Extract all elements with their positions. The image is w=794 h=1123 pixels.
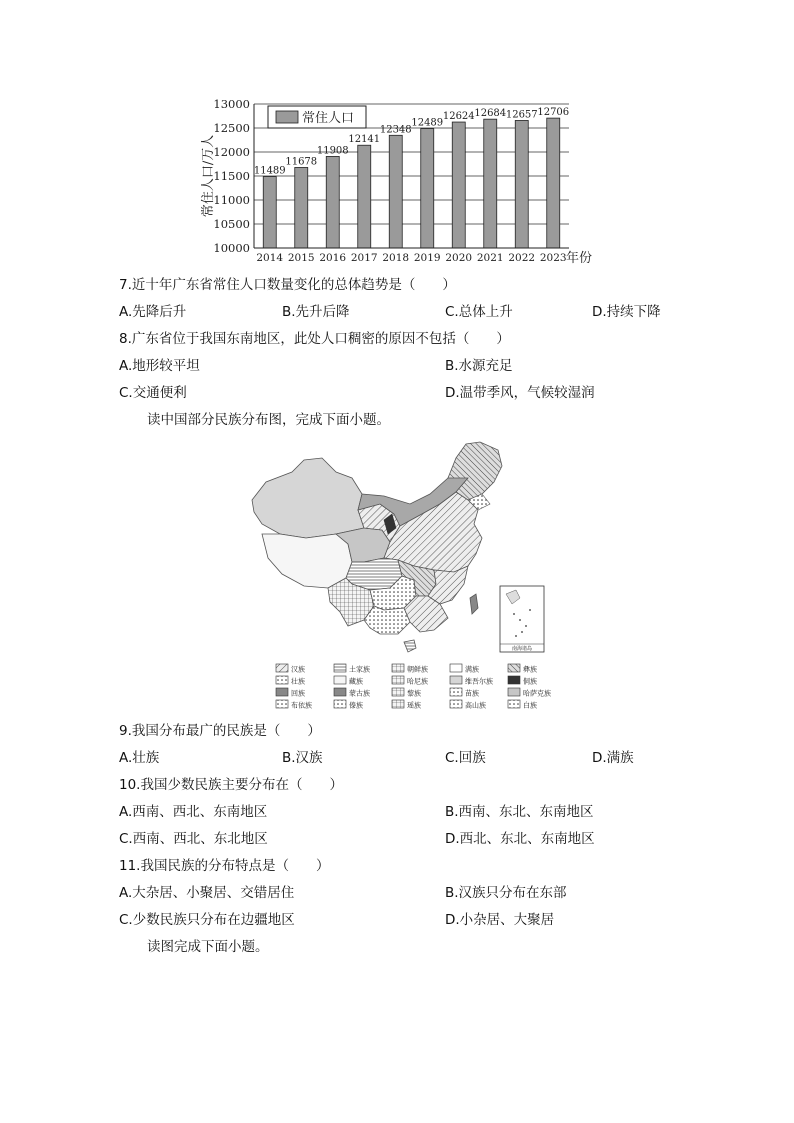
q9-option-b[interactable]: B.汉族: [282, 750, 323, 766]
inset-frame: [500, 586, 544, 652]
map-svg: [244, 438, 556, 718]
x-tick-label: 2022: [508, 252, 536, 264]
x-axis-label: 年份: [566, 251, 593, 266]
map-intro-text: 读中国部分民族分布图，完成下面小题。: [147, 412, 390, 428]
legend-label: 常住人口: [302, 111, 355, 126]
legend-swatch: [334, 700, 346, 708]
q7-stem: 7.近十年广东省常住人口数量变化的总体趋势是（ ）: [119, 277, 456, 293]
bar-value-label: 12706: [537, 107, 570, 119]
region-xinjiang: [252, 458, 364, 538]
q10-option-c[interactable]: C.西南、西北、东北地区: [119, 831, 268, 847]
map-legend: [276, 664, 551, 710]
q11-option-a[interactable]: A.大杂居、小聚居、交错居住: [119, 885, 295, 901]
bar-value-label: 12624: [442, 111, 475, 123]
bar: [484, 119, 497, 248]
region-taiwan: [470, 594, 478, 614]
legend-label: 白族: [523, 701, 537, 710]
legend-swatch: [276, 688, 288, 696]
q10-stem: 10.我国少数民族主要分布在（ ）: [119, 777, 343, 793]
legend-swatch: [334, 664, 346, 672]
x-tick-label: 2023: [539, 252, 567, 264]
x-tick-label: 2015: [287, 252, 315, 264]
region-tibet: [262, 534, 352, 588]
region-northeast: [448, 442, 502, 500]
bar-value-label: 12489: [411, 117, 444, 129]
legend-label: 高山族: [465, 701, 486, 710]
legend-label: 壮族: [291, 677, 305, 686]
south-china-sea-inset: [500, 586, 544, 652]
q7-option-b[interactable]: B.先升后降: [282, 304, 350, 320]
y-tick-label: 12000: [213, 145, 250, 159]
q8-option-b[interactable]: B.水源充足: [445, 358, 513, 374]
legend-label: 彝族: [523, 665, 537, 674]
legend-label: 苗族: [465, 689, 479, 698]
legend-label: 傣族: [349, 701, 363, 710]
legend-label: 哈尼族: [407, 677, 428, 686]
bar-value-label: 11908: [316, 145, 349, 157]
x-tick-label: 2017: [350, 252, 378, 264]
legend-swatch: [508, 700, 520, 708]
bar: [547, 118, 560, 248]
q11-option-c[interactable]: C.少数民族只分布在边疆地区: [119, 912, 295, 928]
legend-label: 维吾尔族: [465, 677, 493, 686]
legend-swatch: [276, 111, 298, 123]
legend-label: 土家族: [349, 665, 370, 674]
q8-stem: 8.广东省位于我国东南地区，此处人口稠密的原因不包括（ ）: [119, 331, 510, 347]
legend-label: 藏族: [349, 677, 363, 686]
y-tick-label: 10000: [213, 241, 250, 255]
q11-stem: 11.我国民族的分布特点是（ ）: [119, 858, 330, 874]
q9-stem: 9.我国分布最广的民族是（ ）: [119, 723, 321, 739]
x-tick-label: 2019: [413, 252, 441, 264]
legend-label: 哈萨克族: [523, 689, 551, 698]
legend-label: 侗族: [523, 677, 537, 686]
q11-option-b[interactable]: B.汉族只分布在东部: [445, 885, 567, 901]
legend-swatch: [450, 688, 462, 696]
q9-option-a[interactable]: A.壮族: [119, 750, 160, 766]
bar-value-label: 12141: [348, 134, 381, 146]
x-tick-label: 2021: [476, 252, 504, 264]
next-intro-text: 读图完成下面小题。: [147, 939, 269, 955]
q7-option-d[interactable]: D.持续下降: [592, 304, 661, 320]
y-axis-label: 常住人口/万人: [201, 134, 216, 218]
bar-value-label: 12684: [474, 108, 507, 120]
legend-swatch: [508, 688, 520, 696]
legend-swatch: [392, 676, 404, 684]
bar: [295, 167, 308, 248]
bar: [358, 145, 371, 248]
legend-label: 回族: [291, 689, 305, 698]
bar: [452, 122, 465, 248]
bar-value-label: 12348: [379, 124, 412, 136]
q10-option-a[interactable]: A.西南、西北、东南地区: [119, 804, 268, 820]
inset-label: 南海诸岛: [511, 646, 533, 652]
q11-option-d[interactable]: D.小杂居、大聚居: [445, 912, 555, 928]
legend-swatch: [334, 688, 346, 696]
bar: [263, 177, 276, 248]
legend-swatch: [508, 676, 520, 684]
population-bar-chart: [196, 92, 596, 272]
legend-label: 蒙古族: [349, 689, 370, 698]
q9-option-d[interactable]: D.满族: [592, 750, 634, 766]
q8-option-c[interactable]: C.交通便利: [119, 385, 187, 401]
chart-svg: [196, 92, 596, 272]
chart-legend: [268, 106, 366, 128]
bar: [389, 135, 402, 248]
q7-option-c[interactable]: C.总体上升: [445, 304, 513, 320]
y-tick-label: 10500: [213, 217, 250, 231]
y-tick-label: 13000: [213, 97, 250, 111]
region-hainan: [404, 640, 416, 652]
legend-swatch: [392, 664, 404, 672]
bar: [326, 156, 339, 248]
legend-label: 满族: [465, 665, 479, 674]
legend-label: 朝鲜族: [407, 665, 428, 674]
legend-swatch: [276, 664, 288, 672]
legend-swatch: [276, 700, 288, 708]
legend-label: 汉族: [291, 665, 305, 674]
x-tick-label: 2020: [445, 252, 473, 264]
x-tick-label: 2016: [319, 252, 347, 264]
q10-option-d[interactable]: D.西北、东北、东南地区: [445, 831, 595, 847]
bar-value-label: 12657: [505, 109, 538, 121]
legend-swatch: [450, 664, 462, 672]
legend-swatch: [334, 676, 346, 684]
legend-swatch: [392, 700, 404, 708]
ethnic-distribution-map: [244, 438, 556, 718]
y-tick-label: 11500: [213, 169, 250, 183]
q8-option-d[interactable]: D.温带季风，气候较湿润: [445, 385, 595, 401]
legend-swatch: [276, 676, 288, 684]
y-tick-label: 12500: [213, 121, 250, 135]
legend-swatch: [392, 688, 404, 696]
bar: [421, 129, 434, 248]
legend-label: 黎族: [407, 689, 421, 698]
legend-swatch: [450, 676, 462, 684]
x-tick-label: 2014: [256, 252, 284, 264]
region-guangxi: [364, 606, 410, 634]
legend-swatch: [450, 700, 462, 708]
bar-value-label: 11678: [285, 156, 318, 168]
q8-option-a[interactable]: A.地形较平坦: [119, 358, 200, 374]
legend-label: 瑶族: [407, 701, 421, 710]
legend-swatch: [508, 664, 520, 672]
legend-label: 布依族: [291, 701, 312, 710]
q10-option-b[interactable]: B.西南、东北、东南地区: [445, 804, 594, 820]
bar-value-label: 11489: [253, 165, 286, 177]
bar: [515, 120, 528, 248]
q9-option-c[interactable]: C.回族: [445, 750, 486, 766]
x-tick-label: 2018: [382, 252, 410, 264]
y-tick-label: 11000: [213, 193, 250, 207]
q7-option-a[interactable]: A.先降后升: [119, 304, 187, 320]
